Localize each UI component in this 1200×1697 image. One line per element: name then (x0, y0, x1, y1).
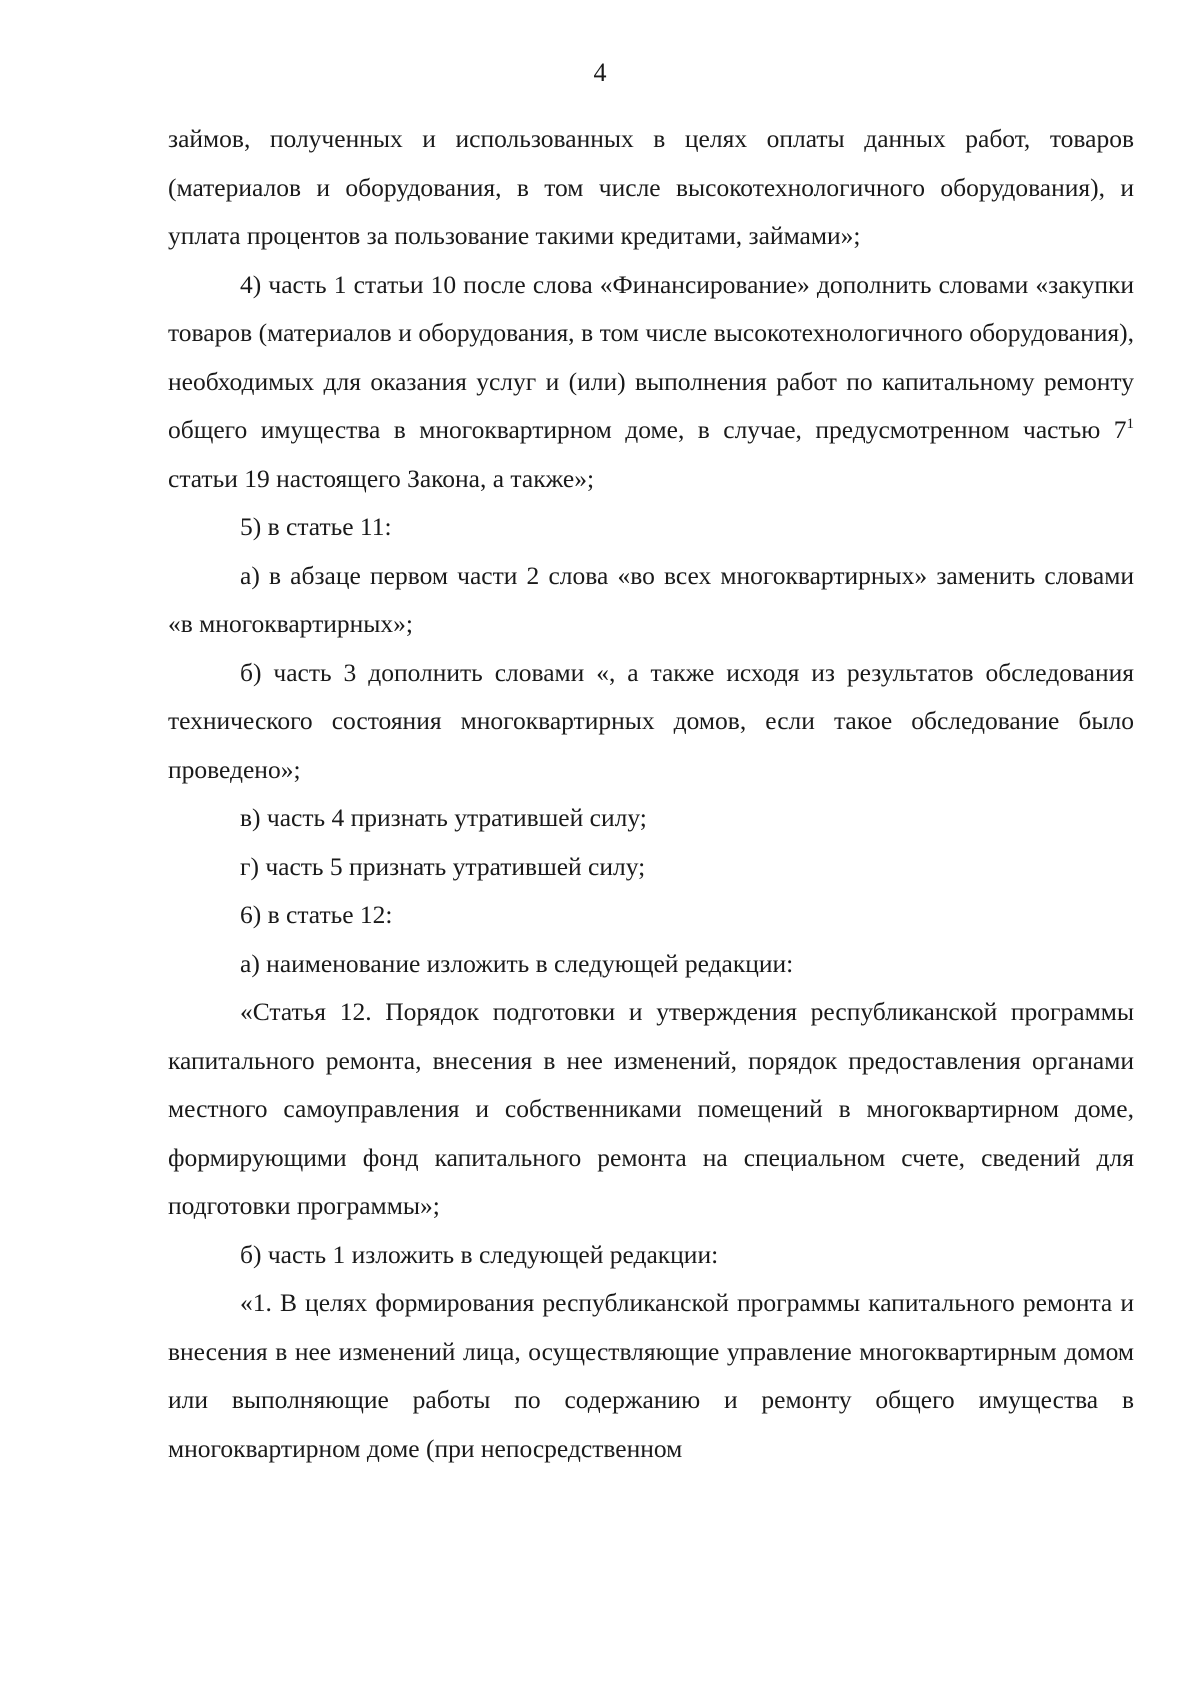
superscript-7-1: 1 (1126, 416, 1134, 432)
paragraph-2-tail: статьи 19 настоящего Закона, а также»; (168, 463, 595, 493)
paragraph-1: займов, полученных и использованных в целях оплаты данных работ, товаров (материалов и оборудования, в том числе высокотехнологичного оборудования), и уплата процентов за пользование такими кредитами, займами»; (168, 124, 1134, 250)
paragraph-4: а) в абзаце первом части 2 слова «во всех многоквартирных» заменить словами «в многоквартирных»; (168, 560, 1134, 638)
paragraph-10: «Статья 12. Порядок подготовки и утверждения республиканской программы капитального ремонта, внесения в нее изменений, порядок предоставления органами местного самоуправления и собственниками помещений в многоквартирном доме, формирующими фонд капитального ремонта на специальном счете, сведений для подготовки программы»; (168, 997, 1134, 1220)
paragraph-2 (168, 261, 1134, 504)
page-number: 4 (593, 58, 607, 87)
paragraph-5: б) часть 3 дополнить словами «, а также исходя из результатов обследования технического состояния многоквартирных домов, если такое обследование было проведено»; (168, 657, 1134, 784)
paragraph-2-text: 4) часть 1 статьи 10 после слова «Финансирование» дополнить словами «закупки товаров (материалов и оборудования, в том числе высокотехнологичного оборудования), необходимых для оказания услуг и (или) выполнения работ по капитальному ремонту общего имущества в многоквартирном доме, в случае, предусмотренном частью 7 (168, 269, 1134, 444)
paragraph-7: г) часть 5 признать утратившей силу; (240, 851, 646, 881)
paragraph-9: а) наименование изложить в следующей редакции: (240, 948, 794, 978)
paragraph-6: в) часть 4 признать утратившей силу; (240, 803, 647, 832)
paragraph-12: «1. В целях формирования республиканской программы капитального ремонта и внесения в нее изменений лица, осуществляющие управление многоквартирным домом или выполняющие работы по содержанию и ремонту общего имущества в многоквартирном доме (при непосредственном (168, 1288, 1134, 1463)
paragraph-3: 5) в статье 11: (240, 512, 392, 541)
document-body (168, 115, 1134, 1473)
paragraph-11: б) часть 1 изложить в следующей редакции: (240, 1239, 719, 1269)
paragraph-8: 6) в статье 12: (240, 900, 393, 929)
